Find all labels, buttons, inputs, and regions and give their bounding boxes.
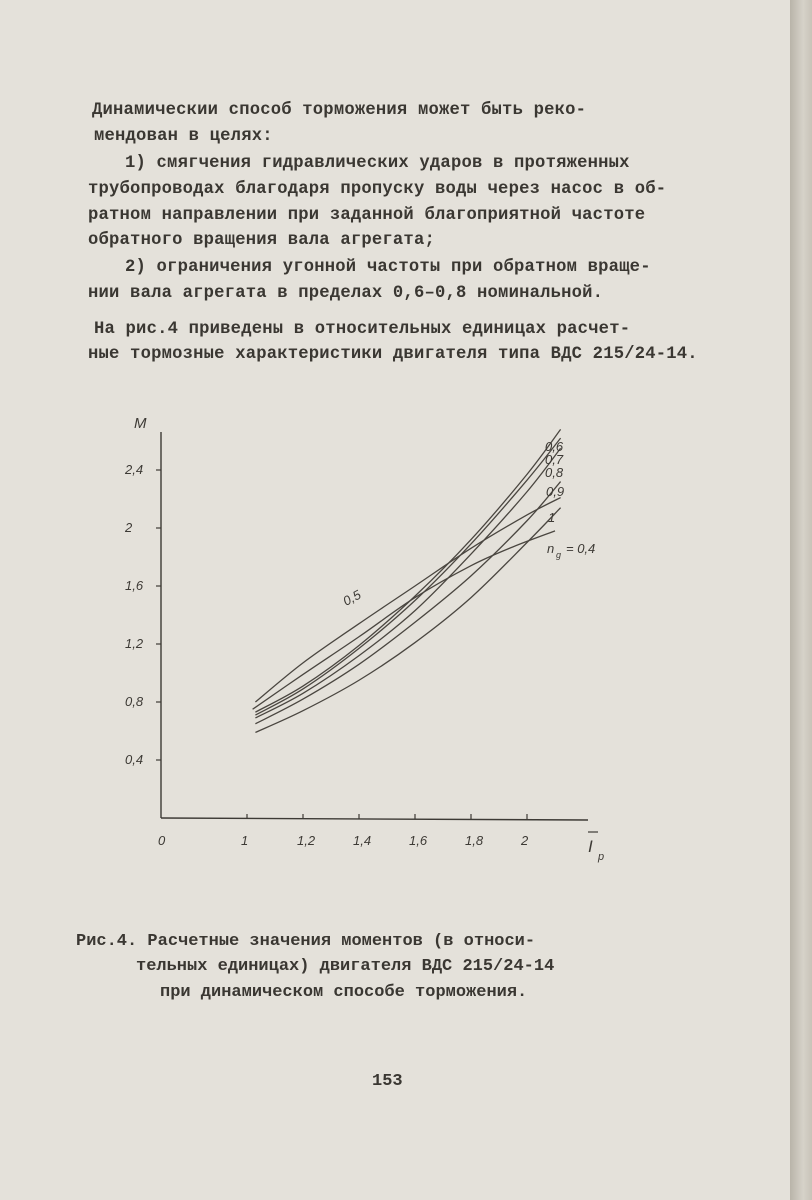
series-label: = 0,4 [566, 541, 596, 556]
chart-ticks [124, 462, 529, 848]
x-axis-label-sub: р [598, 851, 605, 863]
x-tick-label: 1,2 [297, 833, 316, 848]
y-tick-label: 0,4 [125, 752, 144, 767]
series-label-param: n [547, 541, 555, 556]
series-label-param-sub: g [556, 550, 562, 560]
x-tick-label: 1,6 [409, 833, 428, 848]
x-tick-label: 0 [158, 833, 166, 848]
chart-labels [134, 415, 604, 863]
series-curve [255, 438, 560, 715]
p1-line2: мендован в целях: [94, 127, 273, 146]
item1-line2: трубопроводах благодаря пропуску воды через насос в об- [88, 180, 667, 199]
x-tick-label: 1,4 [353, 833, 372, 848]
x-tick-label: 1 [241, 833, 249, 848]
item1-line1: 1) смягчения гидравлических ударов в протяженных [125, 154, 630, 173]
chart-series [253, 429, 561, 732]
y-tick-label: 1,6 [125, 578, 144, 593]
series-label: 0,9 [546, 484, 565, 499]
y-tick-label: 0,8 [125, 694, 144, 709]
series-curve [255, 508, 560, 733]
series-label: 0,5 [340, 586, 364, 609]
series-label: 1 [548, 510, 556, 525]
p2-line2: ные тормозные характеристики двигателя типа ВДС 215/24-14. [88, 345, 698, 364]
series-label: 0,8 [545, 465, 564, 480]
x-axis-label: I [588, 837, 593, 856]
series-label: 0,7 [545, 452, 564, 467]
p2-line1: На рис.4 приведены в относительных единицах расчет- [94, 320, 631, 339]
caption-line2: тельных единицах) двигателя ВДС 215/24-14 [136, 957, 555, 976]
x-axis [161, 818, 588, 820]
caption-line1: Рис.4. Расчетные значения моментов (в относи- [76, 932, 536, 951]
y-axis-label: M [134, 415, 147, 432]
x-tick-label: 2 [521, 833, 529, 848]
item2-line1: 2) ограничения угонной частоты при обратном враще- [125, 258, 651, 277]
page-number: 153 [372, 1072, 403, 1091]
item1-line3: ратном направлении при заданной благоприятной частоте [88, 206, 646, 225]
y-tick-label: 1,2 [125, 636, 144, 651]
y-tick-label: 2,4 [125, 462, 144, 477]
series-curve [255, 429, 560, 712]
series-label: 0,6 [545, 439, 564, 454]
item1-line4: обратного вращения вала агрегата; [88, 231, 435, 250]
p1-line1: Динамическии способ торможения может быть реко- [92, 101, 587, 120]
item2-line2: нии вала агрегата в пределах 0,6–0,8 номинальной. [88, 284, 604, 303]
y-tick-label: 2 [125, 520, 133, 535]
x-tick-label: 1,8 [465, 833, 484, 848]
series-curve [255, 498, 560, 702]
caption-line3: при динамическом способе торможения. [160, 983, 528, 1002]
